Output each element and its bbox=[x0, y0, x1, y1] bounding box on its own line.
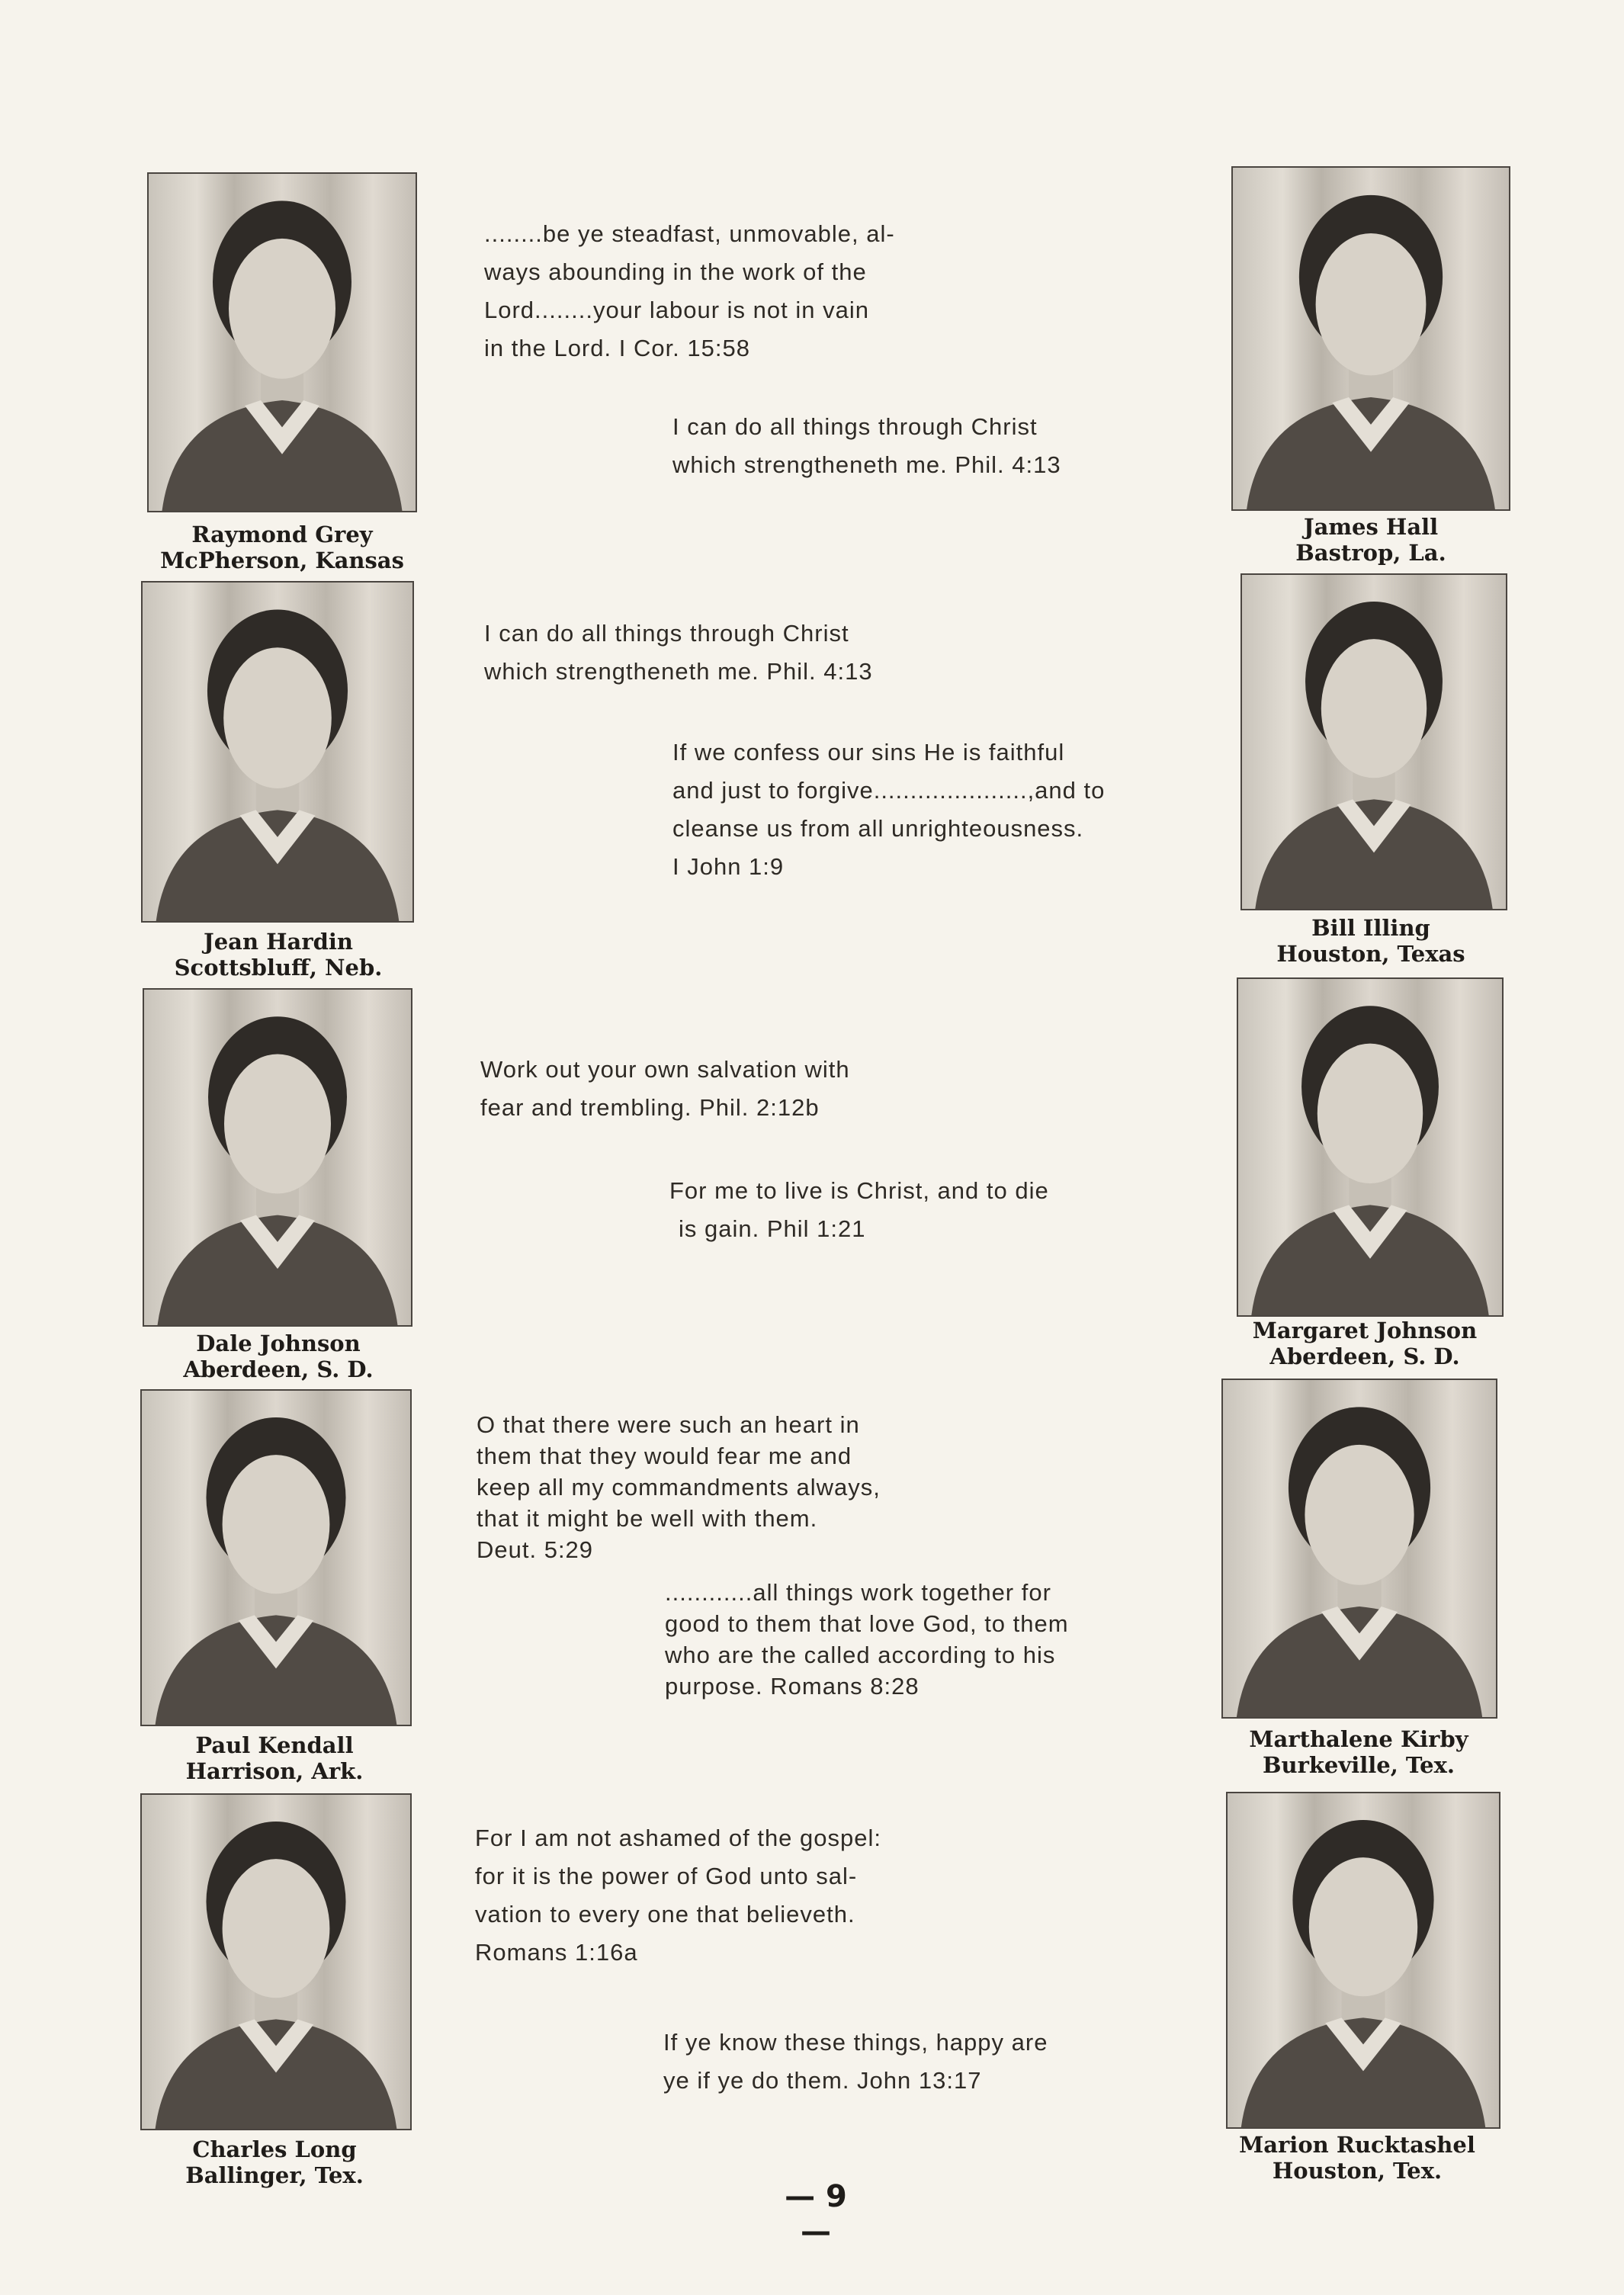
verse-line: I John 1:9 bbox=[672, 853, 785, 880]
student-name: Raymond Grey bbox=[191, 522, 373, 547]
verse-line: For me to live is Christ, and to die bbox=[669, 1177, 1049, 1204]
student-name: Paul Kendall bbox=[195, 1732, 354, 1758]
verse-3 bbox=[484, 615, 873, 691]
verse-line: fear and trembling. Phil. 2:12b bbox=[480, 1094, 820, 1121]
verse-line: Work out your own salvation with bbox=[480, 1056, 850, 1083]
verse-line: ye if ye do them. John 13:17 bbox=[663, 2067, 982, 2094]
verse-line: and just to forgive.....................,and to bbox=[672, 777, 1106, 804]
verse-1 bbox=[484, 215, 895, 368]
portrait-photo-charles-long bbox=[140, 1793, 412, 2130]
caption-dale-johnson bbox=[133, 1330, 423, 1382]
student-name: Margaret Johnson bbox=[1252, 1318, 1478, 1343]
verse-10 bbox=[663, 2024, 1048, 2100]
student-name: Dale Johnson bbox=[196, 1330, 361, 1356]
caption-margaret-johnson bbox=[1220, 1318, 1510, 1369]
verse-line: that it might be well with them. bbox=[477, 1505, 818, 1532]
student-hometown: Scottsbluff, Neb. bbox=[174, 955, 383, 981]
student-hometown: Bastrop, La. bbox=[1295, 540, 1446, 566]
verse-line: them that they would fear me and bbox=[477, 1443, 852, 1469]
caption-marthalene-kirby bbox=[1214, 1726, 1504, 1778]
student-hometown: Ballinger, Tex. bbox=[185, 2162, 364, 2188]
verse-line: Deut. 5:29 bbox=[477, 1536, 594, 1563]
student-hometown: Aberdeen, S. D. bbox=[1269, 1343, 1460, 1369]
verse-4 bbox=[672, 733, 1105, 886]
verse-6 bbox=[669, 1172, 1049, 1248]
verse-line: ........be ye steadfast, unmovable, al- bbox=[484, 220, 895, 247]
portrait-photo-dale-johnson bbox=[143, 988, 412, 1327]
caption-marion-rucktashel bbox=[1212, 2132, 1502, 2184]
verse-line: in the Lord. I Cor. 15:58 bbox=[484, 335, 750, 361]
verse-line: Lord........your labour is not in vain bbox=[484, 297, 869, 323]
verse-line: which strengtheneth me. Phil. 4:13 bbox=[484, 658, 873, 685]
verse-line: I can do all things through Christ bbox=[672, 413, 1038, 440]
caption-bill-illing bbox=[1226, 915, 1516, 967]
verse-line: If ye know these things, happy are bbox=[663, 2029, 1048, 2056]
verse-8 bbox=[665, 1577, 1069, 1702]
verse-line: which strengtheneth me. Phil. 4:13 bbox=[672, 451, 1061, 478]
caption-charles-long bbox=[130, 2136, 419, 2188]
verse-line: O that there were such an heart in bbox=[477, 1411, 860, 1438]
verse-line: Romans 1:16a bbox=[475, 1939, 638, 1966]
verse-line: good to them that love God, to them bbox=[665, 1610, 1069, 1637]
student-hometown: Houston, Tex. bbox=[1272, 2158, 1443, 2184]
verse-line: ways abounding in the work of the bbox=[484, 258, 867, 285]
portrait-photo-margaret-johnson bbox=[1237, 977, 1504, 1317]
verse-line: purpose. Romans 8:28 bbox=[665, 1673, 920, 1700]
caption-jean-hardin bbox=[133, 929, 423, 981]
student-hometown: Aberdeen, S. D. bbox=[183, 1356, 374, 1382]
caption-james-hall bbox=[1226, 514, 1516, 566]
verse-2 bbox=[672, 408, 1061, 484]
student-hometown: McPherson, Kansas bbox=[160, 547, 404, 573]
portrait-silhouette bbox=[142, 1795, 410, 2129]
portrait-silhouette bbox=[1242, 575, 1506, 909]
verse-line: cleanse us from all unrighteousness. bbox=[672, 815, 1084, 842]
portrait-silhouette bbox=[144, 990, 411, 1325]
portrait-silhouette bbox=[1223, 1380, 1496, 1717]
verse-line: keep all my commandments always, bbox=[477, 1474, 881, 1501]
portrait-silhouette bbox=[1233, 168, 1509, 509]
verse-5 bbox=[480, 1051, 850, 1127]
student-name: Marion Rucktashel bbox=[1239, 2132, 1475, 2158]
student-name: Bill Illing bbox=[1311, 915, 1430, 941]
portrait-photo-paul-kendall bbox=[140, 1389, 412, 1726]
page-number: — 9 — bbox=[785, 2179, 847, 2249]
student-hometown: Harrison, Ark. bbox=[185, 1758, 364, 1784]
verse-line: For I am not ashamed of the gospel: bbox=[475, 1825, 881, 1851]
portrait-silhouette bbox=[149, 174, 416, 511]
portrait-silhouette bbox=[1228, 1793, 1499, 2127]
caption-raymond-grey bbox=[137, 522, 427, 573]
caption-paul-kendall bbox=[130, 1732, 419, 1784]
student-name: Charles Long bbox=[192, 2136, 357, 2162]
student-name: Jean Hardin bbox=[204, 929, 353, 955]
portrait-photo-james-hall bbox=[1231, 166, 1510, 511]
student-hometown: Burkeville, Tex. bbox=[1262, 1752, 1456, 1778]
verse-line: who are the called according to his bbox=[665, 1642, 1056, 1668]
portrait-silhouette bbox=[143, 583, 412, 921]
portrait-photo-jean-hardin bbox=[141, 581, 414, 923]
student-hometown: Houston, Texas bbox=[1276, 941, 1465, 967]
portrait-photo-bill-illing bbox=[1240, 573, 1507, 910]
verse-9 bbox=[475, 1819, 881, 1972]
verse-line: for it is the power of God unto sal- bbox=[475, 1863, 858, 1889]
verse-line: vation to every one that believeth. bbox=[475, 1901, 855, 1927]
verse-line: If we confess our sins He is faithful bbox=[672, 739, 1065, 766]
verse-line: is gain. Phil 1:21 bbox=[679, 1215, 866, 1242]
portrait-photo-marion-rucktashel bbox=[1226, 1792, 1500, 2129]
student-name: Marthalene Kirby bbox=[1249, 1726, 1468, 1752]
verse-line: I can do all things through Christ bbox=[484, 620, 849, 647]
student-name: James Hall bbox=[1303, 514, 1439, 540]
verse-line: ............all things work together for bbox=[665, 1579, 1051, 1606]
portrait-photo-marthalene-kirby bbox=[1221, 1379, 1497, 1719]
portrait-photo-raymond-grey bbox=[147, 172, 417, 512]
portrait-silhouette bbox=[1238, 979, 1502, 1315]
verse-7 bbox=[477, 1409, 881, 1565]
portrait-silhouette bbox=[142, 1391, 410, 1725]
